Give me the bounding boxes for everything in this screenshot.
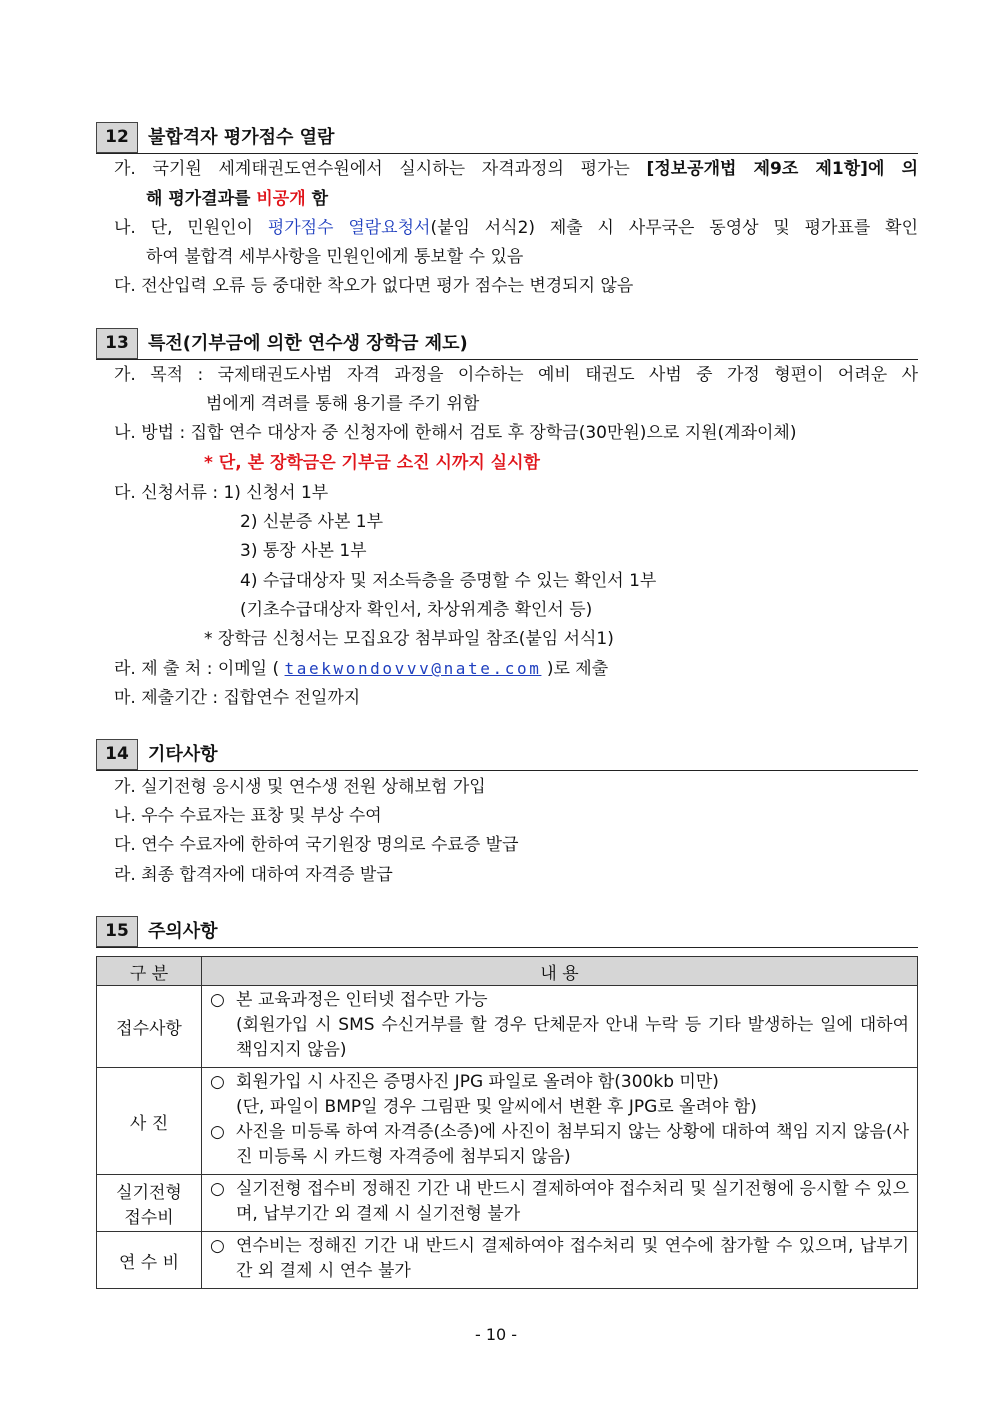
notes-table [96,956,918,1289]
s13-doc-2: 2) 신분증 사본 1부 [240,512,384,532]
bullet-item: ○ 실기전형 접수비 정해진 기간 내 반드시 결제하여야 접수처리 및 실기전형에 응시할 수 있으며, 납부기간 외 결제 시 실기전형 불가 [210,1177,909,1227]
bullet-item: ○ 연수비는 정해진 기간 내 반드시 결제하여야 접수처리 및 연수에 참가할 수 있으며, 납부기간 외 결제 시 연수 불가 [210,1234,909,1284]
request-form-link[interactable]: 평가점수 열람요청서 [267,218,431,238]
s13-item-purpose: 가. 목적 : 국제태권도사범 자격 과정을 이수하는 예비 태권도 사범 중 가정 형편이 어려운 사 [114,365,918,385]
circle-bullet-icon: ○ [210,1072,225,1092]
s14-item-1: 가. 실기전형 응시생 및 연수생 전원 상해보험 가입 [114,777,486,797]
s13-item-period: 마. 제출기간 : 집합연수 전일까지 [114,688,361,708]
column-header-content: 내 용 [202,957,918,986]
row-content [202,1068,918,1175]
table-header-row [97,957,918,986]
s12-item-2-cont: 하여 불합격 세부사항을 민원인에게 통보할 수 있음 [146,247,524,267]
row-category: 실기전형 접수비 [97,1175,202,1232]
bullet-item: ○ 회원가입 시 사진은 증명사진 JPG 파일로 올려야 함(300kb 미만) [210,1070,909,1095]
s13-doc-note: * 장학금 신청서는 모집요강 첨부파일 참조(붙임 서식1) [204,629,614,649]
row-category: 연 수 비 [97,1232,202,1289]
s13-scholarship-note: * 단, 본 장학금은 기부금 소진 시까지 실시함 [204,453,540,473]
s12-item-1-cont: 해 평가결과를 비공개 함 [146,189,329,209]
bullet-item: ○ 본 교육과정은 인터넷 접수만 가능 [210,988,909,1013]
s13-doc-4: 4) 수급대상자 및 저소득층을 증명할 수 있는 확인서 1부 [240,571,657,591]
table-row [97,986,918,1068]
circle-bullet-icon: ○ [210,1179,225,1199]
row-content [202,986,918,1068]
bullet-item: ○ 사진을 미등록 하여 자격증(소증)에 사진이 첨부되지 않는 상황에 대하여 책임 지지 않음(사진 미등록 시 카드형 자격증에 첨부되지 않음) [210,1120,909,1170]
section-number: 12 [96,122,138,153]
row-category: 접수사항 [97,986,202,1068]
table-row [97,1232,918,1289]
s13-doc-3: 3) 통장 사본 1부 [240,541,367,561]
s13-item-submit-to: 라. 제 출 처 : 이메일 ( taekwondovvv@nate.com )로 제출 [114,659,609,679]
section-title: 특전(기부금에 의한 연수생 장학금 제도) [148,333,468,354]
s12-item-2: 나. 단, 민원인이 평가점수 열람요청서(붙임 서식2) 제출 시 사무국은 동영상 및 평가표를 확인 [114,218,918,238]
s13-item-purpose-cont: 범에게 격려를 통해 용기를 주기 위함 [206,394,480,414]
table-row [97,1068,918,1175]
email-link[interactable]: taekwondovvv@nate.com [284,659,542,678]
s14-item-4: 라. 최종 합격자에 대하여 자격증 발급 [114,865,393,885]
section-number: 15 [96,916,138,947]
table-row [97,1175,918,1232]
section-number: 14 [96,739,138,770]
circle-bullet-icon: ○ [210,990,225,1010]
section-12-header [96,122,918,154]
circle-bullet-icon: ○ [210,1236,225,1256]
s13-item-documents: 다. 신청서류 : 1) 신청서 1부 [114,483,329,503]
bullet-subtext: (단, 파일이 BMP일 경우 그림판 및 알씨에서 변환 후 JPG로 올려야 함) [236,1097,757,1117]
nondisclosure-highlight: 비공개 [256,189,306,209]
row-content [202,1232,918,1289]
s14-item-3: 다. 연수 수료자에 한하여 국기원장 명의로 수료증 발급 [114,835,519,855]
s13-doc-4-note: (기초수급대상자 확인서, 차상위계층 확인서 등) [240,600,593,620]
section-14-header [96,739,918,771]
s13-item-method: 나. 방법 : 집합 연수 대상자 중 신청자에 한해서 검토 후 장학금(30만원)으로 지원(계좌이체) [114,423,797,443]
section-15-header [96,916,918,948]
row-category: 사 진 [97,1068,202,1175]
page-number: - 10 - [474,1325,518,1344]
section-13-header [96,328,918,360]
s12-item-1: 가. 국기원 세계태권도연수원에서 실시하는 자격과정의 평가는 [정보공개법 제9조 제1항]에 의 [114,159,919,179]
section-title: 주의사항 [148,921,218,942]
s12-item-3: 다. 전산입력 오류 등 중대한 착오가 없다면 평가 점수는 변경되지 않음 [114,276,634,296]
column-header-category: 구 분 [97,957,202,986]
circle-bullet-icon: ○ [210,1122,225,1142]
section-title: 기타사항 [148,744,218,765]
row-content [202,1175,918,1232]
section-number: 13 [96,328,138,359]
section-title: 불합격자 평가점수 열람 [148,127,335,148]
bullet-subtext: (회원가입 시 SMS 수신거부를 할 경우 단체문자 안내 누락 등 기타 발생하는 일에 대하여 책임지지 않음) [236,1015,909,1060]
s14-item-2: 나. 우수 수료자는 표창 및 부상 수여 [114,806,382,826]
